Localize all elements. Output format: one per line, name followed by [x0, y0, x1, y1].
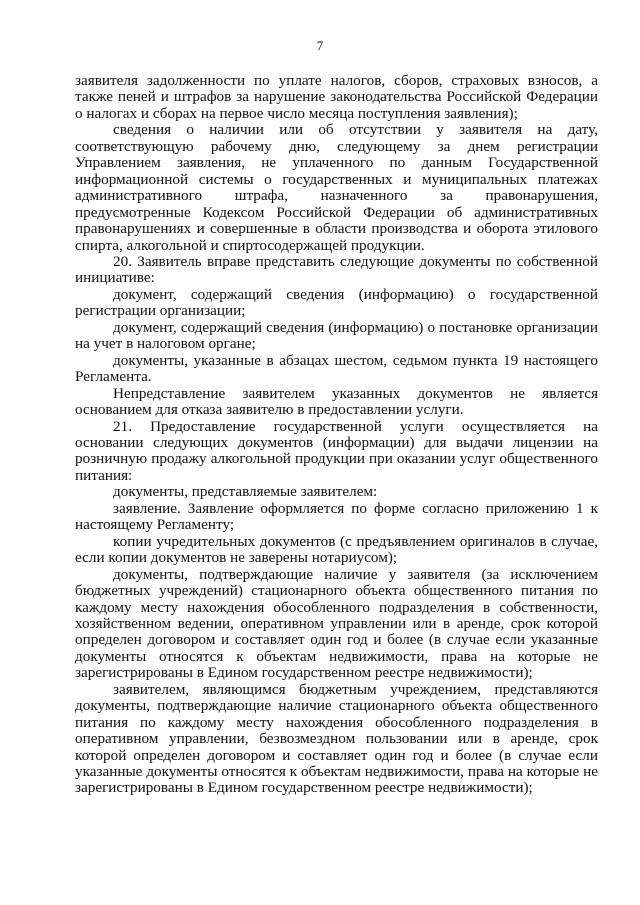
paragraph: документ, содержащий сведения (информацию) о постановке организации на учет в налоговом органе; — [75, 318, 598, 353]
paragraph: документы, подтверждающие наличие у заявителя (за исключением бюджетных учреждений) стационарного объекта общественного питания по каждому месту нахождения обособленного подразделения в собственности, хозяйственном ведении, оперативном управлении или в аренде, срок которой определен договором и составляет один год и более (в случае если указанные документы относятся к объектам недвижимости, права на которые не зарегистрированы в Едином государственном реестре недвижимости); — [75, 565, 598, 682]
document-body — [75, 73, 598, 797]
page-number: 7 — [316, 38, 324, 53]
paragraph: заявителя задолженности по уплате налогов, сборов, страховых взносов, а также пеней и штрафов за нарушение законодательства Российской Федерации о налогах и сборах на первое число месяца поступления заявления); — [75, 72, 598, 122]
paragraph: заявление. Заявление оформляется по форме согласно приложению 1 к настоящему Регламенту; — [75, 499, 598, 534]
paragraph: заявителем, являющимся бюджетным учреждением, представляются документы, подтверждающие наличие стационарного объекта общественного питания по каждому месту нахождения обособленного подразделения в оперативном управлении, безвозмездном пользовании или в аренде, срок которой определен договором и составляет один год и более (в случае если указанные документы относятся к объектам недвижимости, права на которые не зарегистрированы в Едином государственном реестре недвижимости); — [75, 680, 598, 797]
paragraph: документы, представляемые заявителем: — [113, 483, 378, 501]
paragraph: 21. Предоставление государственной услуги осуществляется на основании следующих документов (информации) для выдачи лицензии на розничную продажу алкогольной продукции при оказании услуг общественного питания: — [75, 417, 598, 484]
paragraph: документы, указанные в абзацах шестом, седьмом пункта 19 настоящего Регламента. — [75, 351, 598, 386]
paragraph: копии учредительных документов (с предъявлением оригиналов в случае, если копии документов не заверены нотариусом); — [75, 532, 598, 567]
paragraph: документ, содержащий сведения (информацию) о государственной регистрации организации; — [75, 285, 598, 320]
paragraph: Непредставление заявителем указанных документов не является основанием для отказа заявителю в предоставлении услуги. — [75, 384, 598, 419]
paragraph: 20. Заявитель вправе представить следующие документы по собственной инициативе: — [75, 252, 598, 287]
paragraph: сведения о наличии или об отсутствии у заявителя на дату, соответствующую рабочему дню, следующему за днем регистрации Управлением заявления, не уплаченного по данным Государственной информационной системы о государственных и муниципальных платежах административного штрафа, назначенного за правонарушения, предусмотренные Кодексом Российской Федерации об административных правонарушениях и совершенные в области производства и оборота этилового спирта, алкогольной и спиртосодержащей продукции. — [75, 121, 598, 254]
